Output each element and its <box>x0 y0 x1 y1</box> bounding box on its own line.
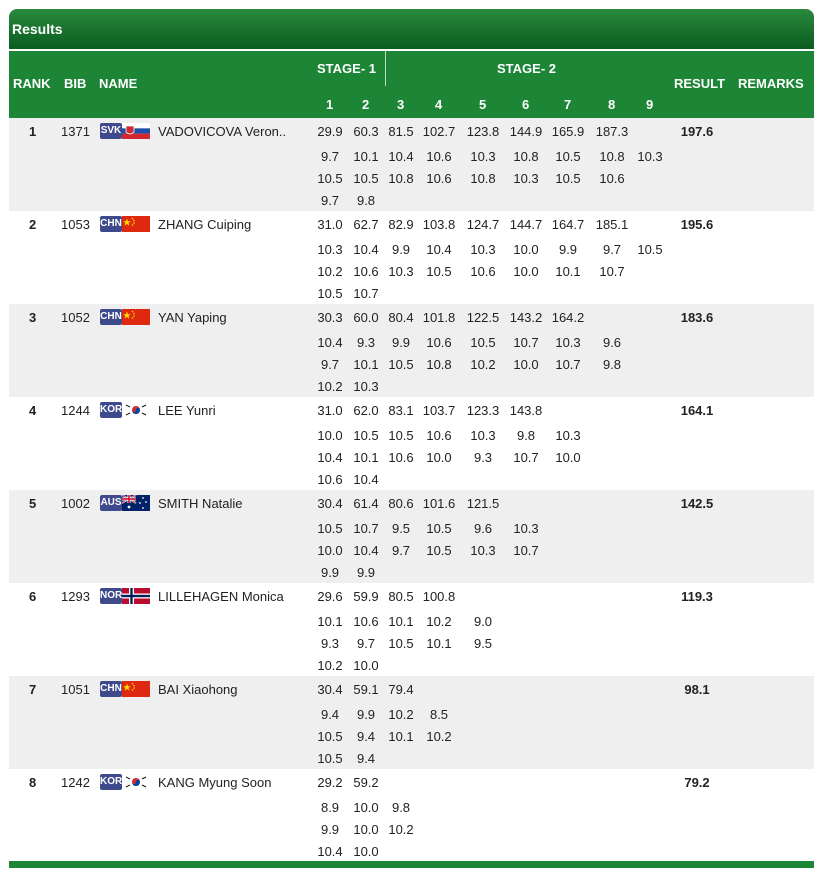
cumulative-score: 185.1 <box>595 217 629 232</box>
shot-score: 10.4 <box>353 543 379 558</box>
shot-score: 10.8 <box>426 357 452 372</box>
shot-score: 9.4 <box>356 729 376 744</box>
shot-score: 9.7 <box>320 357 340 372</box>
shot-score: 10.7 <box>599 264 625 279</box>
cumulative-score: 30.4 <box>317 496 343 511</box>
athlete-name: ZHANG Cuiping <box>158 217 252 232</box>
shot-score: 9.9 <box>320 822 340 837</box>
shot-score: 9.9 <box>356 707 376 722</box>
athlete-name: LILLEHAGEN Monica <box>158 589 284 604</box>
header-stage2: STAGE- 2 <box>497 61 556 76</box>
shot-score: 10.5 <box>317 751 343 766</box>
shot-score: 10.5 <box>317 286 343 301</box>
shot-score: 10.6 <box>388 450 414 465</box>
shot-score: 10.4 <box>388 149 414 164</box>
shot-score: 10.5 <box>426 264 452 279</box>
shot-score: 10.5 <box>426 521 452 536</box>
country-flag <box>100 495 150 511</box>
shot-number-9: 9 <box>646 97 654 112</box>
cumulative-score: 101.6 <box>422 496 456 511</box>
cumulative-score: 144.9 <box>509 124 543 139</box>
shot-score: 10.5 <box>388 357 414 372</box>
shot-score: 10.1 <box>353 357 379 372</box>
country-code: AUS <box>100 495 122 511</box>
athlete-name: KANG Myung Soon <box>158 775 272 790</box>
shot-score: 9.7 <box>320 193 340 208</box>
shot-score: 10.8 <box>388 171 414 186</box>
shot-score: 10.3 <box>353 379 379 394</box>
country-flag <box>100 588 150 604</box>
shot-score: 10.5 <box>353 428 379 443</box>
shot-score: 10.5 <box>555 171 581 186</box>
shot-score: 10.4 <box>353 242 379 257</box>
shot-number-7: 7 <box>564 97 572 112</box>
shot-score: 10.1 <box>388 614 414 629</box>
kor-flag-icon <box>122 402 150 418</box>
country-flag <box>100 216 150 232</box>
shot-score: 10.0 <box>353 800 379 815</box>
table-row <box>9 676 814 769</box>
shot-score: 8.5 <box>429 707 449 722</box>
shot-score: 9.6 <box>473 521 493 536</box>
athlete-name: VADOVICOVA Veron.. <box>158 124 287 139</box>
bib-cell: 1293 <box>61 589 90 604</box>
table-row <box>9 304 814 397</box>
country-code: CHN <box>100 216 122 232</box>
shot-score: 9.8 <box>516 428 536 443</box>
country-flag <box>100 774 150 790</box>
rank-cell: 5 <box>29 496 37 511</box>
athlete-name: SMITH Natalie <box>158 496 243 511</box>
shot-score: 10.0 <box>513 357 539 372</box>
chn-flag-icon <box>122 309 150 325</box>
header-rank: RANK <box>13 76 51 91</box>
shot-score: 9.5 <box>391 521 411 536</box>
table-row <box>9 769 814 862</box>
shot-score: 10.6 <box>470 264 496 279</box>
shot-score: 10.2 <box>426 614 452 629</box>
cumulative-score: 60.3 <box>353 124 379 139</box>
shot-score: 10.4 <box>317 450 343 465</box>
rank-cell: 2 <box>29 217 37 232</box>
shot-number-8: 8 <box>608 97 616 112</box>
shot-score: 10.1 <box>353 149 379 164</box>
rank-cell: 3 <box>29 310 37 325</box>
shot-score: 9.9 <box>356 565 376 580</box>
shot-score: 10.3 <box>317 242 343 257</box>
shot-score: 9.3 <box>473 450 493 465</box>
panel-title: Results <box>9 9 814 49</box>
cumulative-score: 80.5 <box>388 589 414 604</box>
header-remarks: REMARKS <box>738 76 804 91</box>
shot-score: 9.5 <box>473 636 493 651</box>
shot-number-6: 6 <box>522 97 530 112</box>
shot-score: 10.7 <box>513 335 539 350</box>
shot-score: 10.5 <box>555 149 581 164</box>
shot-score: 10.3 <box>470 242 496 257</box>
shot-score: 10.1 <box>317 614 343 629</box>
cumulative-score: 31.0 <box>317 403 343 418</box>
shot-score: 10.6 <box>426 428 452 443</box>
country-flag <box>100 309 150 325</box>
shot-score: 10.2 <box>317 379 343 394</box>
cumulative-score: 29.9 <box>317 124 343 139</box>
shot-number-2: 2 <box>362 97 370 112</box>
shot-score: 10.1 <box>388 729 414 744</box>
shot-score: 10.2 <box>317 658 343 673</box>
shot-score: 10.5 <box>637 242 663 257</box>
result-cell: 119.3 <box>681 589 713 604</box>
table-row <box>9 397 814 490</box>
shot-score: 10.0 <box>353 844 379 859</box>
shot-score: 10.7 <box>513 543 539 558</box>
shot-score: 10.2 <box>388 822 414 837</box>
bib-cell: 1053 <box>61 217 90 232</box>
result-cell: 197.6 <box>680 124 714 139</box>
shot-score: 10.2 <box>317 264 343 279</box>
rank-cell: 4 <box>29 403 37 418</box>
shot-score: 10.8 <box>513 149 539 164</box>
athlete-name: LEE Yunri <box>158 403 216 418</box>
shot-score: 10.6 <box>353 264 379 279</box>
shot-score: 9.9 <box>558 242 578 257</box>
bib-cell: 1051 <box>61 682 90 697</box>
cumulative-score: 29.2 <box>317 775 343 790</box>
cumulative-score: 143.8 <box>509 403 543 418</box>
aus-flag-icon <box>122 495 150 511</box>
shot-score: 10.7 <box>353 286 379 301</box>
result-cell: 164.1 <box>680 403 714 418</box>
shot-score: 10.8 <box>470 171 496 186</box>
result-cell: 142.5 <box>680 496 714 511</box>
cumulative-score: 31.0 <box>317 217 343 232</box>
shot-score: 10.6 <box>426 171 452 186</box>
cumulative-score: 164.7 <box>551 217 585 232</box>
shot-score: 9.7 <box>602 242 622 257</box>
shot-score: 10.4 <box>317 335 343 350</box>
shot-score: 9.6 <box>602 335 622 350</box>
country-code: CHN <box>100 309 122 325</box>
cumulative-score: 80.6 <box>388 496 414 511</box>
cumulative-score: 62.7 <box>353 217 379 232</box>
cumulative-score: 82.9 <box>388 217 414 232</box>
shot-number-4: 4 <box>435 97 443 112</box>
shot-score: 10.7 <box>353 521 379 536</box>
bib-cell: 1371 <box>61 124 90 139</box>
shot-score: 10.4 <box>426 242 452 257</box>
shot-score: 10.5 <box>317 729 343 744</box>
shot-score: 9.3 <box>320 636 340 651</box>
cumulative-score: 80.4 <box>388 310 414 325</box>
shot-score: 10.2 <box>426 729 452 744</box>
rank-cell: 8 <box>29 775 37 790</box>
cumulative-score: 29.6 <box>317 589 343 604</box>
shot-score: 10.1 <box>555 264 581 279</box>
table-header <box>9 51 814 118</box>
shot-score: 10.0 <box>317 428 343 443</box>
shot-score: 10.6 <box>317 472 343 487</box>
shot-score: 10.6 <box>353 614 379 629</box>
shot-score: 9.9 <box>391 335 411 350</box>
cumulative-score: 60.0 <box>353 310 379 325</box>
table-row <box>9 583 814 676</box>
bib-cell: 1242 <box>61 775 90 790</box>
country-code: KOR <box>100 402 122 418</box>
shot-score: 10.4 <box>317 844 343 859</box>
country-code: CHN <box>100 681 122 697</box>
shot-score: 10.3 <box>513 521 539 536</box>
cumulative-score: 187.3 <box>595 124 629 139</box>
cumulative-score: 79.4 <box>388 682 414 697</box>
shot-score: 10.3 <box>470 428 496 443</box>
shot-score: 10.3 <box>470 543 496 558</box>
cumulative-score: 30.4 <box>317 682 343 697</box>
country-flag <box>100 123 150 139</box>
shot-score: 10.3 <box>470 149 496 164</box>
cumulative-score: 62.0 <box>353 403 379 418</box>
shot-score: 9.4 <box>356 751 376 766</box>
country-flag <box>100 402 150 418</box>
shot-score: 10.3 <box>637 149 663 164</box>
country-code: SVK <box>100 123 122 139</box>
svk-flag-icon <box>122 123 150 139</box>
shot-score: 10.4 <box>353 472 379 487</box>
athlete-name: BAI Xiaohong <box>158 682 238 697</box>
shot-score: 10.0 <box>513 242 539 257</box>
shot-score: 10.5 <box>317 171 343 186</box>
shot-number-1: 1 <box>326 97 334 112</box>
shot-score: 10.3 <box>555 335 581 350</box>
chn-flag-icon <box>122 681 150 697</box>
bib-cell: 1002 <box>61 496 90 511</box>
shot-score: 10.2 <box>470 357 496 372</box>
shot-score: 10.0 <box>353 822 379 837</box>
kor-flag-icon <box>122 774 150 790</box>
shot-score: 10.7 <box>555 357 581 372</box>
shot-score: 9.8 <box>356 193 376 208</box>
shot-score: 10.3 <box>513 171 539 186</box>
stage-divider <box>385 51 386 86</box>
shot-score: 10.1 <box>353 450 379 465</box>
shot-score: 9.9 <box>391 242 411 257</box>
header-name: NAME <box>99 76 138 91</box>
shot-score: 10.3 <box>388 264 414 279</box>
cumulative-score: 143.2 <box>509 310 543 325</box>
cumulative-score: 59.1 <box>353 682 379 697</box>
shot-score: 10.0 <box>555 450 581 465</box>
footer-bar <box>9 861 814 868</box>
nor-flag-icon <box>122 588 150 604</box>
cumulative-score: 121.5 <box>466 496 500 511</box>
cumulative-score: 124.7 <box>466 217 500 232</box>
cumulative-score: 103.8 <box>422 217 456 232</box>
shot-score: 10.0 <box>426 450 452 465</box>
country-code: KOR <box>100 774 122 790</box>
cumulative-score: 103.7 <box>422 403 456 418</box>
table-row <box>9 490 814 583</box>
cumulative-score: 122.5 <box>466 310 500 325</box>
shot-score: 9.8 <box>391 800 411 815</box>
result-cell: 183.6 <box>680 310 714 325</box>
country-flag <box>100 681 150 697</box>
cumulative-score: 144.7 <box>509 217 543 232</box>
cumulative-score: 81.5 <box>388 124 414 139</box>
shot-score: 10.8 <box>599 149 625 164</box>
cumulative-score: 101.8 <box>422 310 456 325</box>
shot-score: 10.2 <box>388 707 414 722</box>
chn-flag-icon <box>122 216 150 232</box>
shot-score: 10.5 <box>388 636 414 651</box>
shot-score: 10.0 <box>513 264 539 279</box>
result-cell: 79.2 <box>684 775 710 790</box>
shot-score: 10.6 <box>426 335 452 350</box>
shot-score: 10.6 <box>426 149 452 164</box>
cumulative-score: 61.4 <box>353 496 379 511</box>
rank-cell: 7 <box>29 682 37 697</box>
shot-score: 8.9 <box>320 800 340 815</box>
cumulative-score: 59.2 <box>353 775 379 790</box>
shot-score: 10.5 <box>470 335 496 350</box>
shot-score: 10.7 <box>513 450 539 465</box>
table-row <box>9 211 814 304</box>
shot-score: 10.1 <box>426 636 452 651</box>
country-code: NOR <box>100 588 122 604</box>
athlete-name: YAN Yaping <box>158 310 227 325</box>
header-result: RESULT <box>674 76 726 91</box>
shot-score: 10.5 <box>388 428 414 443</box>
shot-score: 9.7 <box>391 543 411 558</box>
cumulative-score: 123.3 <box>466 403 500 418</box>
shot-score: 10.6 <box>599 171 625 186</box>
header-bib: BIB <box>64 76 87 91</box>
shot-score: 10.0 <box>353 658 379 673</box>
cumulative-score: 83.1 <box>388 403 414 418</box>
cumulative-score: 102.7 <box>422 124 456 139</box>
cumulative-score: 100.8 <box>422 589 456 604</box>
shot-score: 10.5 <box>426 543 452 558</box>
cumulative-score: 165.9 <box>551 124 585 139</box>
shot-score: 10.5 <box>353 171 379 186</box>
cumulative-score: 59.9 <box>353 589 379 604</box>
shot-score: 10.3 <box>555 428 581 443</box>
shot-score: 9.8 <box>602 357 622 372</box>
bib-cell: 1052 <box>61 310 90 325</box>
cumulative-score: 30.3 <box>317 310 343 325</box>
shot-score: 9.7 <box>356 636 376 651</box>
result-cell: 98.1 <box>684 682 710 697</box>
rank-cell: 1 <box>29 124 37 139</box>
table-row <box>9 118 814 211</box>
shot-score: 9.9 <box>320 565 340 580</box>
shot-score: 9.4 <box>320 707 340 722</box>
shot-score: 9.0 <box>473 614 493 629</box>
shot-score: 9.3 <box>356 335 376 350</box>
shot-score: 10.5 <box>317 521 343 536</box>
bib-cell: 1244 <box>61 403 90 418</box>
rank-cell: 6 <box>29 589 37 604</box>
cumulative-score: 164.2 <box>551 310 585 325</box>
cumulative-score: 123.8 <box>466 124 500 139</box>
results-table-body <box>9 118 814 862</box>
shot-number-3: 3 <box>397 97 405 112</box>
header-stage1: STAGE- 1 <box>317 61 376 76</box>
results-panel <box>9 9 814 862</box>
shot-score: 9.7 <box>320 149 340 164</box>
result-cell: 195.6 <box>680 217 714 232</box>
shot-number-5: 5 <box>479 97 487 112</box>
shot-score: 10.0 <box>317 543 343 558</box>
